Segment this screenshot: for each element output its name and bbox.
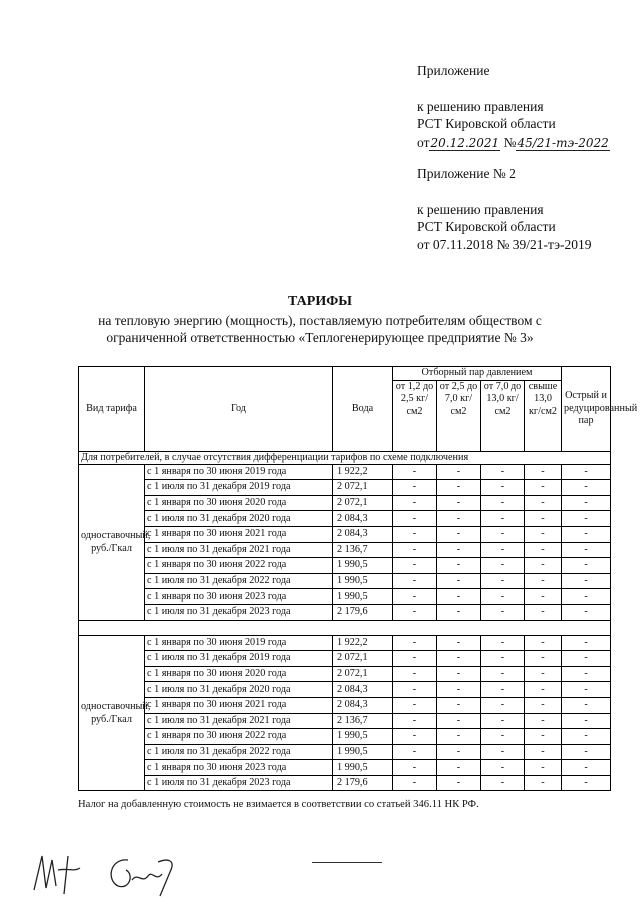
table-row [79,682,611,698]
water-tariff-cell: 2 136,7 [333,713,393,729]
period-cell: с 1 января по 30 июня 2023 года [145,760,333,776]
dash-cell: - [525,760,562,776]
table-row [79,713,611,729]
dash-cell: - [393,729,437,745]
dash-cell: - [481,744,525,760]
table-row [79,558,611,574]
table-row [79,760,611,776]
dash-cell: - [393,495,437,511]
dash-cell: - [562,697,611,713]
group2-tariff-type: одноставочный, руб./Гкал [79,635,145,791]
dash-cell: - [525,666,562,682]
dash-cell: - [481,526,525,542]
dash-cell: - [562,604,611,620]
dash-cell: - [525,604,562,620]
water-tariff-cell: 1 990,5 [333,760,393,776]
group1-tariff-type: одноставочный, руб./Гкал [79,464,145,620]
period-cell: с 1 января по 30 июня 2019 года [145,464,333,480]
dash-cell: - [562,558,611,574]
dash-cell: - [562,760,611,776]
water-tariff-cell: 1 990,5 [333,573,393,589]
col-header-year: Год [145,367,333,452]
dash-cell: - [481,775,525,791]
section-row: Для потребителей, в случае отсутствия дифференциации тарифов по схеме подключения [79,451,611,464]
water-tariff-cell: 2 084,3 [333,511,393,527]
table-row [79,573,611,589]
period-cell: с 1 июля по 31 декабря 2023 года [145,604,333,620]
decision-date-number [417,134,610,152]
dash-cell: - [481,760,525,776]
table-row [79,542,611,558]
dash-cell: - [437,604,481,620]
dash-cell: - [437,651,481,667]
dash-cell: - [393,464,437,480]
handwritten-number: 45/21-тэ-2022 [517,136,609,150]
dash-cell: - [562,651,611,667]
dash-cell: - [481,511,525,527]
dash-cell: - [437,682,481,698]
dash-cell: - [437,495,481,511]
period-cell: с 1 июля по 31 декабря 2022 года [145,744,333,760]
table-row [79,604,611,620]
table-row [79,511,611,527]
dash-cell: - [481,713,525,729]
title-line-2: ограниченной ответственностью «Теплогенерирующее предприятие № 3» [106,330,534,345]
ot-label: от [417,135,430,150]
dash-cell: - [525,526,562,542]
dash-cell: - [437,511,481,527]
period-cell: с 1 января по 30 июня 2023 года [145,589,333,605]
dash-cell: - [525,697,562,713]
dash-cell: - [393,635,437,651]
appendix-label: Приложение [417,63,490,78]
water-tariff-cell: 2 072,1 [333,495,393,511]
dash-cell: - [562,573,611,589]
dash-cell: - [525,511,562,527]
appendix-2-label: Приложение № 2 [417,166,516,181]
dash-cell: - [437,666,481,682]
vat-note: Налог на добавленную стоимость не взимается в соответствии со статьей 346.11 НК РФ. [78,799,479,810]
dash-cell: - [525,464,562,480]
dash-cell: - [562,635,611,651]
dash-cell: - [562,464,611,480]
dash-cell: - [562,713,611,729]
period-cell: с 1 января по 30 июня 2021 года [145,697,333,713]
dash-cell: - [525,589,562,605]
dash-cell: - [481,495,525,511]
dash-cell: - [393,604,437,620]
dash-cell: - [562,511,611,527]
dash-cell: - [481,729,525,745]
water-tariff-cell: 2 084,3 [333,697,393,713]
col-header-water: Вода [333,367,393,452]
water-tariff-cell: 1 922,2 [333,635,393,651]
dash-cell: - [393,682,437,698]
dash-cell: - [393,511,437,527]
dash-cell: - [437,464,481,480]
dash-cell: - [562,495,611,511]
dash-cell: - [437,775,481,791]
period-cell: с 1 января по 30 июня 2022 года [145,729,333,745]
dash-cell: - [562,729,611,745]
signature-right [98,850,188,900]
period-cell: с 1 июля по 31 декабря 2020 года [145,511,333,527]
dash-cell: - [437,573,481,589]
period-cell: с 1 января по 30 июня 2021 года [145,526,333,542]
signature-left [28,850,108,900]
dash-cell: - [437,526,481,542]
dash-cell: - [437,542,481,558]
dash-cell: - [525,542,562,558]
dash-cell: - [481,480,525,496]
dash-cell: - [481,542,525,558]
dash-cell: - [562,775,611,791]
dash-cell: - [393,713,437,729]
table-row [79,635,611,651]
dash-cell: - [562,526,611,542]
dash-cell: - [437,729,481,745]
dash-cell: - [393,573,437,589]
spacer-row [79,620,611,635]
authority-line: РСТ Кировской области [417,116,556,131]
dash-cell: - [525,495,562,511]
col-header-p4: свыше 13,0 кг/см2 [525,380,562,451]
dash-cell: - [437,760,481,776]
dash-cell: - [562,542,611,558]
dash-cell: - [437,744,481,760]
period-cell: с 1 января по 30 июня 2020 года [145,495,333,511]
dash-cell: - [437,713,481,729]
dash-cell: - [437,635,481,651]
table-row [79,495,611,511]
table-row [79,729,611,745]
decision-line-2: к решению правления [417,202,544,217]
table-row [79,526,611,542]
dash-cell: - [437,558,481,574]
dash-cell: - [393,666,437,682]
decision-date-number-2: от 07.11.2018 № 39/21-тэ-2019 [417,237,592,252]
table-row [79,480,611,496]
spacer-cell [79,620,611,635]
dash-cell: - [393,526,437,542]
period-cell: с 1 января по 30 июня 2019 года [145,635,333,651]
table-row [79,589,611,605]
col-header-steam: Отборный пар давлением [393,367,562,381]
water-tariff-cell: 2 072,1 [333,480,393,496]
dash-cell: - [562,589,611,605]
period-cell: с 1 июля по 31 декабря 2021 года [145,713,333,729]
table-row [79,744,611,760]
period-cell: с 1 июля по 31 декабря 2023 года [145,775,333,791]
dash-cell: - [481,604,525,620]
water-tariff-cell: 2 084,3 [333,526,393,542]
period-cell: с 1 июля по 31 декабря 2022 года [145,573,333,589]
dash-cell: - [437,480,481,496]
period-cell: с 1 января по 30 июня 2020 года [145,666,333,682]
dash-cell: - [393,744,437,760]
table-row [79,666,611,682]
col-header-p1: от 1,2 до 2,5 кг/см2 [393,380,437,451]
period-cell: с 1 июля по 31 декабря 2019 года [145,651,333,667]
dash-cell: - [393,697,437,713]
dash-cell: - [481,666,525,682]
authority-line-2: РСТ Кировской области [417,219,556,234]
dash-cell: - [562,666,611,682]
dash-cell: - [525,651,562,667]
table-row [79,464,611,480]
number-sign: № [503,135,517,150]
dash-cell: - [525,713,562,729]
dash-cell: - [525,573,562,589]
document-title: ТАРИФЫ [288,294,352,309]
dash-cell: - [481,573,525,589]
dash-cell: - [393,542,437,558]
water-tariff-cell: 2 179,6 [333,604,393,620]
dash-cell: - [481,635,525,651]
dash-cell: - [437,697,481,713]
col-header-type: Вид тарифа [79,367,145,452]
dash-cell: - [562,682,611,698]
water-tariff-cell: 2 084,3 [333,682,393,698]
water-tariff-cell: 2 179,6 [333,775,393,791]
decision-line: к решению правления [417,99,544,114]
dash-cell: - [525,558,562,574]
water-tariff-cell: 1 922,2 [333,464,393,480]
signature-line [312,862,382,863]
table-row [79,775,611,791]
water-tariff-cell: 2 136,7 [333,542,393,558]
dash-cell: - [525,682,562,698]
dash-cell: - [481,682,525,698]
dash-cell: - [525,775,562,791]
period-cell: с 1 июля по 31 декабря 2019 года [145,480,333,496]
period-cell: с 1 июля по 31 декабря 2021 года [145,542,333,558]
period-cell: с 1 января по 30 июня 2022 года [145,558,333,574]
water-tariff-cell: 1 990,5 [333,589,393,605]
dash-cell: - [481,464,525,480]
dash-cell: - [525,729,562,745]
table-row [79,697,611,713]
dash-cell: - [393,760,437,776]
col-header-p2: от 2,5 до 7,0 кг/см2 [437,380,481,451]
dash-cell: - [393,558,437,574]
period-cell: с 1 июля по 31 декабря 2020 года [145,682,333,698]
dash-cell: - [393,589,437,605]
water-tariff-cell: 2 072,1 [333,651,393,667]
dash-cell: - [525,635,562,651]
table-row [79,651,611,667]
dash-cell: - [525,744,562,760]
dash-cell: - [393,775,437,791]
water-tariff-cell: 2 072,1 [333,666,393,682]
dash-cell: - [562,744,611,760]
col-header-sharp-steam: Острый и редуцированный пар [562,367,611,452]
col-header-p3: от 7,0 до 13,0 кг/см2 [481,380,525,451]
water-tariff-cell: 1 990,5 [333,558,393,574]
dash-cell: - [393,651,437,667]
dash-cell: - [393,480,437,496]
water-tariff-cell: 1 990,5 [333,729,393,745]
water-tariff-cell: 1 990,5 [333,744,393,760]
handwritten-date: 20.12.2021 [430,136,500,150]
tariff-table [78,366,638,791]
dash-cell: - [481,651,525,667]
dash-cell: - [437,589,481,605]
dash-cell: - [562,480,611,496]
dash-cell: - [481,589,525,605]
dash-cell: - [481,558,525,574]
title-line-1: на тепловую энергию (мощность), поставляемую потребителям обществом с [98,313,542,328]
dash-cell: - [525,480,562,496]
dash-cell: - [481,697,525,713]
